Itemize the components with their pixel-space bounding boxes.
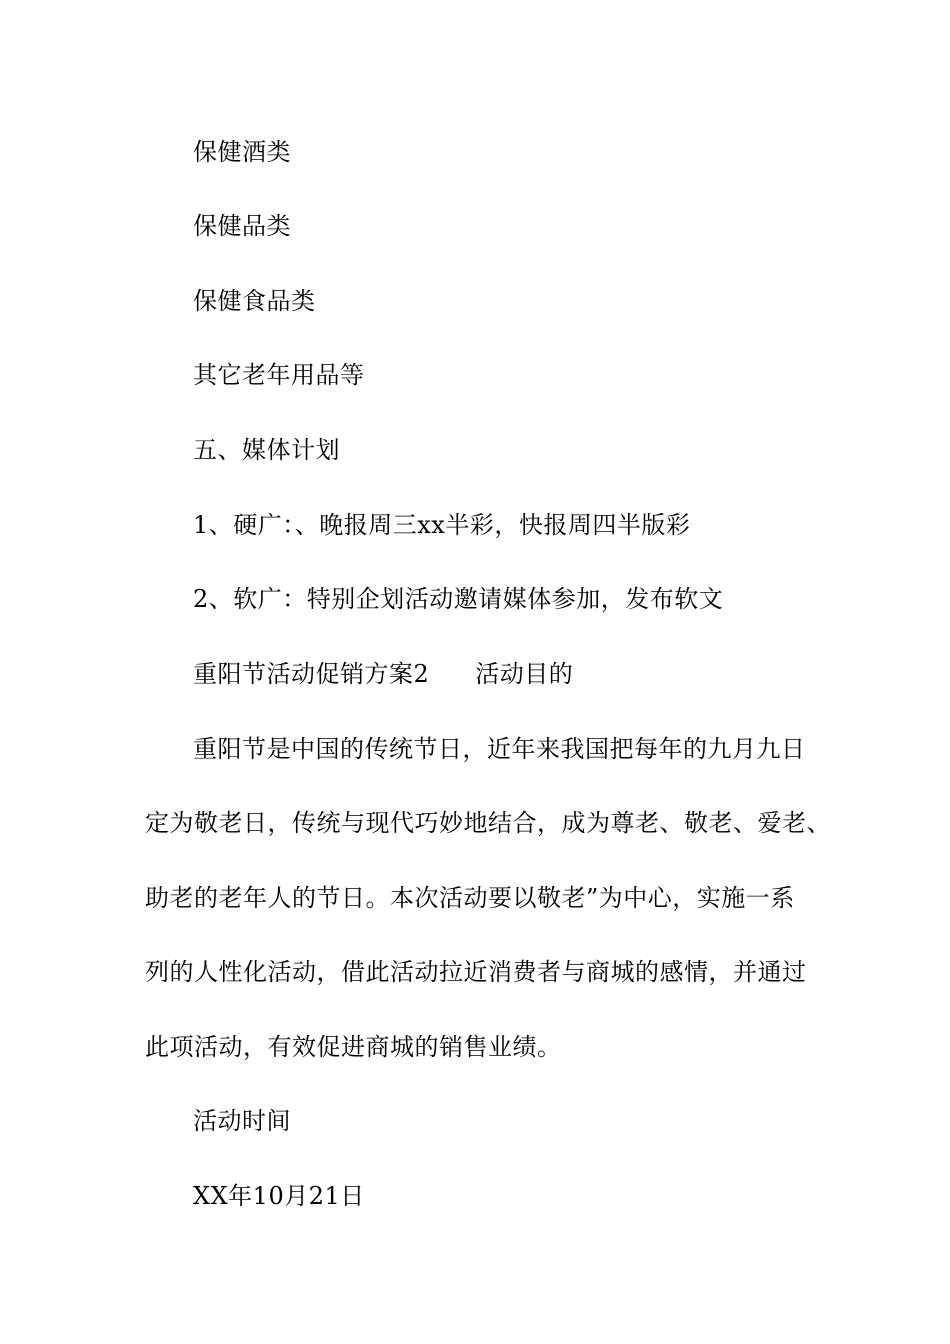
activity-time-value: XX年10月21日 (193, 1182, 365, 1210)
item-health-products: 保健品类 (193, 212, 291, 240)
paragraph-line-1: 重阳节是中国的传统节日，近年来我国把每年的九月九日 (193, 735, 806, 763)
paragraph-line-5: 此项活动，有效促进商城的销售业绩。 (145, 1033, 562, 1061)
item-health-wine: 保健酒类 (193, 138, 291, 166)
media-hard-ads: 1、硬广：、晚报周三xx半彩，快报周四半版彩 (193, 511, 691, 539)
paragraph-line-3: 助老的老年人的节日。本次活动要以敬老”为中心，实施一系 (145, 884, 795, 912)
plan-subtitle: 活动目的 (475, 660, 574, 688)
paragraph-line-4: 列的人性化活动，借此活动拉近消费者与商城的感情，并通过 (145, 958, 807, 986)
section-heading (193, 659, 573, 689)
section-media-plan: 五、媒体计划 (193, 436, 340, 464)
activity-time-heading: 活动时间 (193, 1107, 291, 1135)
item-other-elderly-goods: 其它老年用品等 (193, 361, 365, 389)
paragraph-line-2: 定为敬老日，传统与现代巧妙地结合，成为尊老、敬老、爱老、 (145, 809, 831, 837)
media-soft-ads: 2、软广：特别企划活动邀请媒体参加，发布软文 (193, 585, 724, 613)
item-health-foods: 保健食品类 (193, 287, 316, 315)
plan-title: 重阳节活动促销方案2 (193, 660, 430, 688)
